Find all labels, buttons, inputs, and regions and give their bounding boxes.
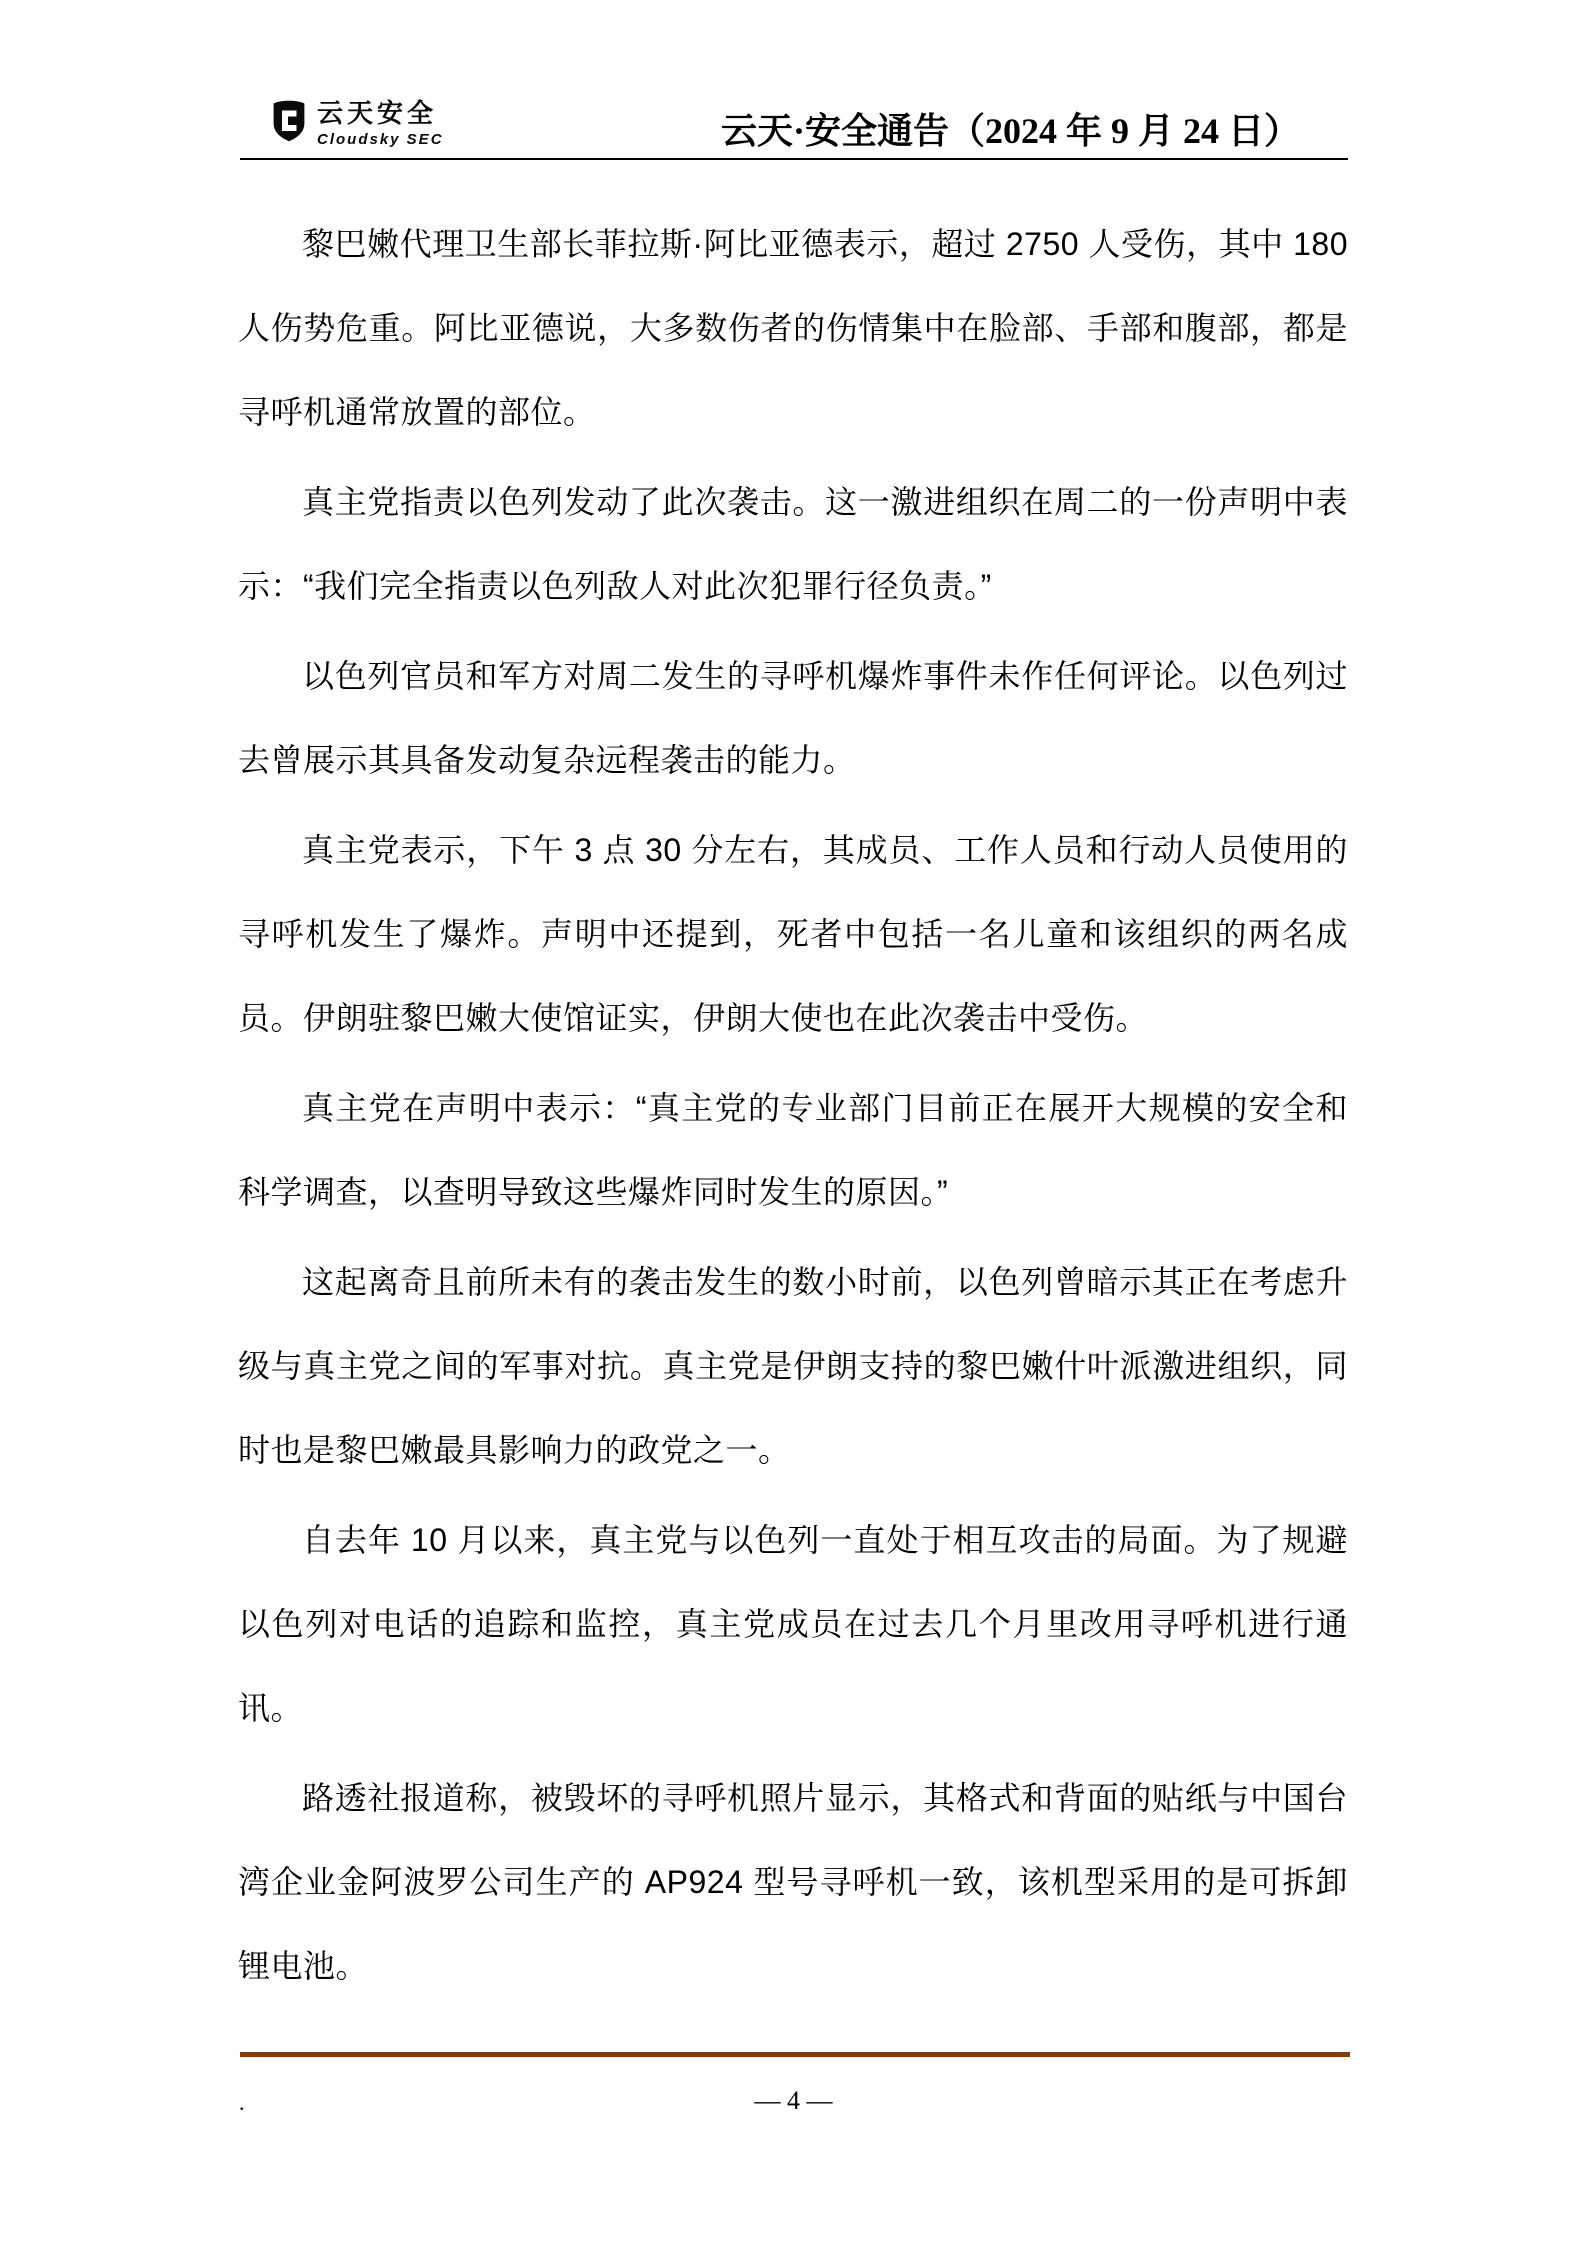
header-divider [240, 158, 1348, 160]
paragraph-8: 路透社报道称，被毁坏的寻呼机照片显示，其格式和背面的贴纸与中国台湾企业金阿波罗公司生产的 AP924 型号寻呼机一致，该机型采用的是可拆卸锂电池。 [238, 1780, 1348, 1984]
footer-divider [240, 2052, 1350, 2057]
bulletin-title: 云天·安全通告（2024 年 9 月 24 日） [720, 111, 1300, 151]
paragraph-5: 真主党在声明中表示：“真主党的专业部门目前正在展开大规模的安全和科学调查，以查明导致这些爆炸同时发生的原因。” [238, 1090, 1348, 1210]
paragraph-1: 黎巴嫩代理卫生部长菲拉斯·阿比亚德表示，超过 2750 人受伤，其中 180 人伤势危重。阿比亚德说，大多数伤者的伤情集中在脸部、手部和腹部，都是寻呼机通常放置的部位。 [238, 226, 1348, 430]
stray-period: . [239, 2090, 245, 2115]
document-body [238, 202, 1348, 2014]
paragraph-2: 真主党指责以色列发动了此次袭击。这一激进组织在周二的一份声明中表示：“我们完全指责以色列敌人对此次犯罪行径负责。” [238, 484, 1348, 604]
paragraph-3: 以色列官员和军方对周二发生的寻呼机爆炸事件未作任何评论。以色列过去曾展示其具备发动复杂远程袭击的能力。 [238, 658, 1348, 778]
paragraph-7: 自去年 10 月以来，真主党与以色列一直处于相互攻击的局面。为了规避以色列对电话的追踪和监控，真主党成员在过去几个月里改用寻呼机进行通讯。 [238, 1522, 1348, 1726]
page-number: — 4 — [754, 2086, 833, 2115]
paragraph-4: 真主党表示，下午 3 点 30 分左右，其成员、工作人员和行动人员使用的寻呼机发生了爆炸。声明中还提到，死者中包括一名儿童和该组织的两名成员。伊朗驻黎巴嫩大使馆证实，伊朗大使也在此次袭击中受伤。 [238, 832, 1348, 1036]
brand-name-en: Cloudsky SEC [317, 131, 444, 148]
brand-name-cn: 云天安全 [317, 98, 438, 128]
paragraph-6: 这起离奇且前所未有的袭击发生的数小时前，以色列曾暗示其正在考虑升级与真主党之间的军事对抗。真主党是伊朗支持的黎巴嫩什叶派激进组织，同时也是黎巴嫩最具影响力的政党之一。 [238, 1264, 1348, 1468]
